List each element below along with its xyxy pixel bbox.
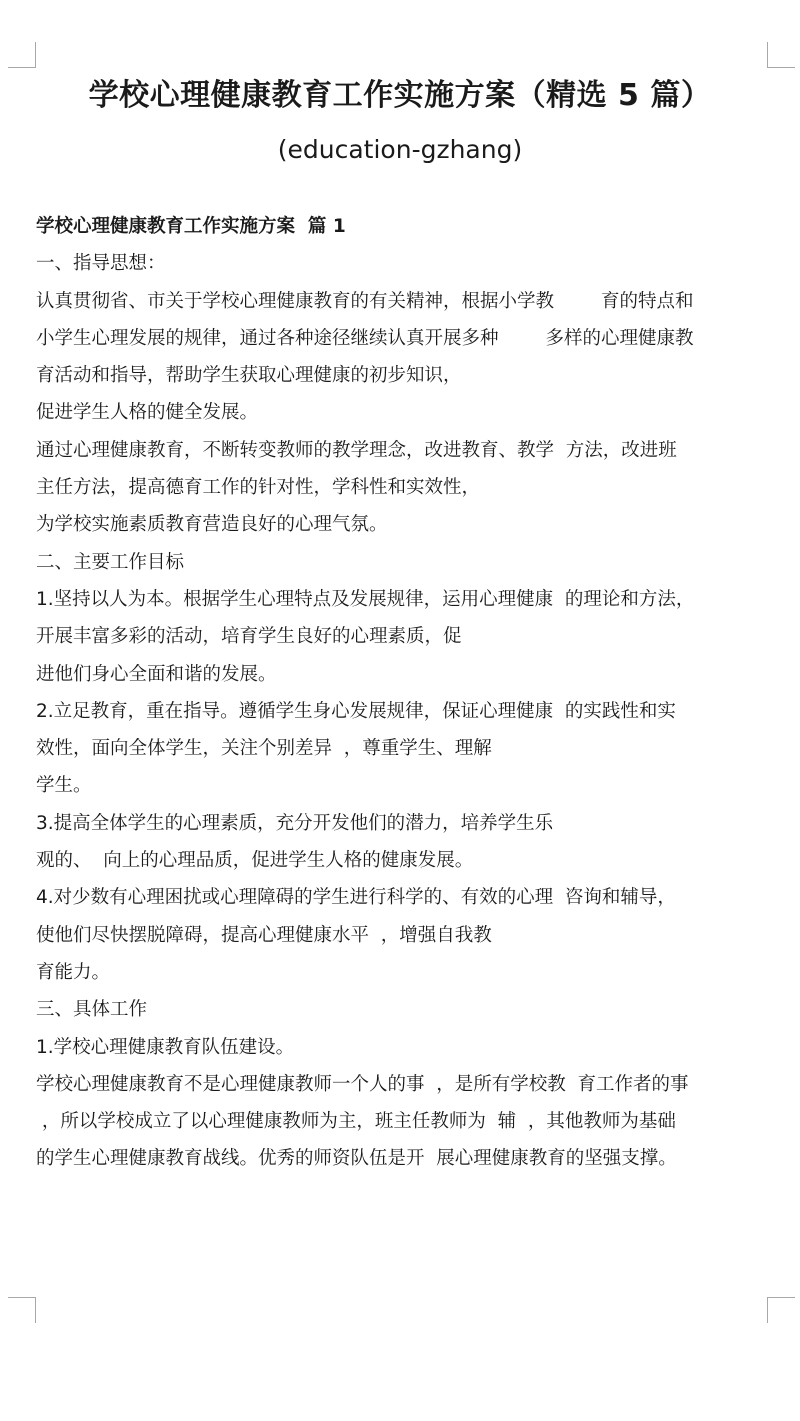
paragraph-line: 促进学生人格的健全发展。 xyxy=(36,402,259,424)
paragraph-line: 育活动和指导，帮助学生获取心理健康的初步知识， xyxy=(36,365,462,387)
paragraph-line: 的学生心理健康教育战线。优秀的师资队伍是开 展心理健康教育的坚强支撑。 xyxy=(36,1148,677,1170)
paragraph-line: 4.对少数有心理困扰或心理障碍的学生进行科学的、有效的心理 咨询和辅导， xyxy=(36,887,676,909)
document-subtitle: (education-gzhang) xyxy=(277,135,523,164)
paragraph-line: 学校心理健康教育不是心理健康教师一个人的事 ，是所有学校教 育工作者的事 xyxy=(36,1073,689,1095)
document-body xyxy=(36,208,776,1178)
paragraph-line: 1.学校心理健康教育队伍建设。 xyxy=(36,1036,295,1058)
paragraph-line: 效性，面向全体学生，关注个别差异 ，尊重学生、理解 xyxy=(36,738,492,760)
crop-mark-bottom-left xyxy=(8,1297,36,1323)
paragraph-line: 3.提高全体学生的心理素质，充分开发他们的潜力，培养学生乐 xyxy=(36,812,554,834)
paragraph-line: 2.立足教育，重在指导。遵循学生身心发展规律，保证心理健康 的实践性和实 xyxy=(36,700,676,722)
document-title: 学校心理健康教育工作实施方案（精选 5 篇） xyxy=(88,78,712,113)
heading-main-goals: 二、主要工作目标 xyxy=(36,551,185,573)
paragraph-line: 为学校实施素质教育营造良好的心理气氛。 xyxy=(36,514,388,536)
paragraph-line: 进他们身心全面和谐的发展。 xyxy=(36,663,277,685)
paragraph-line: 主任方法，提高德育工作的针对性，学科性和实效性， xyxy=(36,477,481,499)
paragraph-line: 通过心理健康教育，不断转变教师的教学理念，改进教育、教学 方法，改进班 xyxy=(36,439,677,461)
paragraph-line: 使他们尽快摆脱障碍，提高心理健康水平 ，增强自我教 xyxy=(36,924,492,946)
paragraph-line: ，所以学校成立了以心理健康教师为主，班主任教师为 辅 ，其他教师为基础 xyxy=(36,1111,676,1133)
paragraph-line: 小学生心理发展的规律，通过各种途径继续认真开展多种 多样的心理健康教 xyxy=(36,327,694,349)
paragraph-line: 观的、 向上的心理品质，促进学生人格的健康发展。 xyxy=(36,850,474,872)
paragraph-line: 学生。 xyxy=(36,775,92,797)
heading-specific-work: 三、具体工作 xyxy=(36,999,148,1021)
paragraph-line: 开展丰富多彩的活动，培育学生良好的心理素质，促 xyxy=(36,626,462,648)
paragraph-line: 认真贯彻省、市关于学校心理健康教育的有关精神，根据小学教 育的特点和 xyxy=(36,290,694,312)
crop-mark-top-right xyxy=(767,42,795,68)
heading-guiding-ideology: 一、指导思想： xyxy=(36,253,166,275)
paragraph-line: 1.坚持以人为本。根据学生心理特点及发展规律，运用心理健康 的理论和方法， xyxy=(36,588,695,610)
crop-mark-top-left xyxy=(8,42,36,68)
section-heading: 学校心理健康教育工作实施方案 篇 1 xyxy=(36,216,346,237)
paragraph-line: 育能力。 xyxy=(36,961,111,983)
crop-mark-bottom-right xyxy=(767,1297,795,1323)
